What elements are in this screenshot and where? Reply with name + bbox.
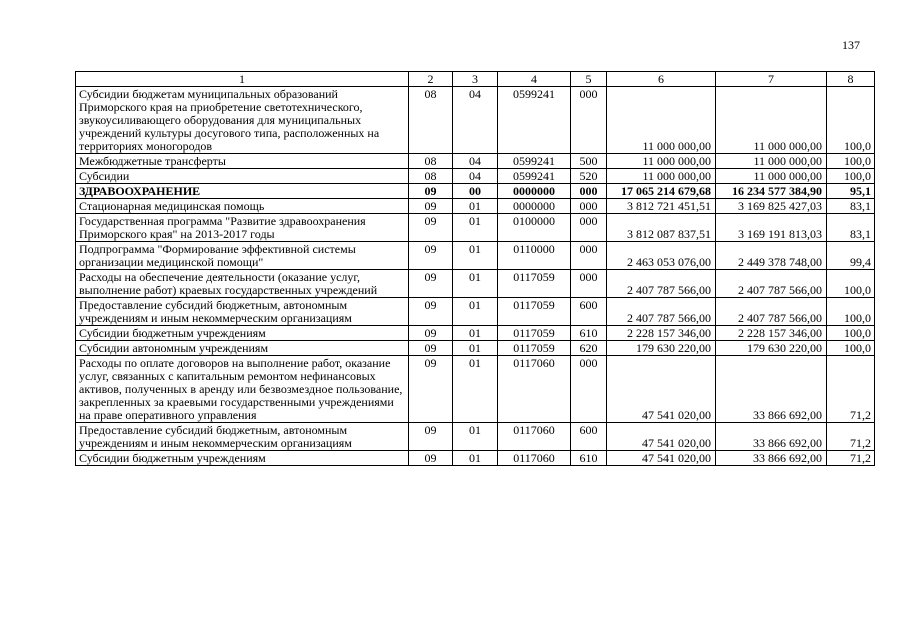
executed-amount-cell: 11 000 000,00 [716,154,827,169]
section-code-cell: 08 [409,87,453,154]
executed-amount-cell: 33 866 692,00 [716,356,827,423]
target-item-code-cell: 0117059 [498,298,571,326]
planned-amount-cell: 11 000 000,00 [607,87,716,154]
target-item-code-cell: 0599241 [498,87,571,154]
table-header-row [76,72,875,87]
target-item-code-cell: 0000000 [498,199,571,214]
table-row [76,184,875,199]
section-code-cell: 09 [409,326,453,341]
row-name-cell: Предоставление субсидий бюджетным, автономным учреждениям и иным некоммерческим организациям [76,298,409,326]
expense-type-code-cell: 000 [571,214,607,242]
executed-amount-cell: 2 228 157 346,00 [716,326,827,341]
row-name-cell: Государственная программа "Развитие здравоохранения Приморского края" на 2013-2017 годы [76,214,409,242]
section-code-cell: 09 [409,341,453,356]
percent-cell: 100,0 [827,326,875,341]
subsection-code-cell: 01 [453,451,498,466]
planned-amount-cell: 47 541 020,00 [607,451,716,466]
row-name-cell: Предоставление субсидий бюджетным, автономным учреждениям и иным некоммерческим организациям [76,423,409,451]
executed-amount-cell: 16 234 577 384,90 [716,184,827,199]
planned-amount-cell: 11 000 000,00 [607,169,716,184]
row-name-cell: Расходы по оплате договоров на выполнение работ, оказание услуг, связанных с капитальным ремонтом нефинансовых активов, полученных в аренду или безвозмездное пользование, закрепленных за краевыми государственными учреждениями на праве оперативного управления [76,356,409,423]
planned-amount-cell: 17 065 214 679,68 [607,184,716,199]
subsection-code-cell: 01 [453,270,498,298]
table-row [76,154,875,169]
percent-cell: 100,0 [827,87,875,154]
column-header: 1 [76,72,409,87]
table-row [76,242,875,270]
executed-amount-cell: 2 449 378 748,00 [716,242,827,270]
table-row [76,199,875,214]
executed-amount-cell: 33 866 692,00 [716,423,827,451]
expense-type-code-cell: 520 [571,169,607,184]
executed-amount-cell: 3 169 191 813,03 [716,214,827,242]
percent-cell: 95,1 [827,184,875,199]
planned-amount-cell: 47 541 020,00 [607,423,716,451]
section-code-cell: 09 [409,270,453,298]
percent-cell: 83,1 [827,199,875,214]
expense-type-code-cell: 620 [571,341,607,356]
target-item-code-cell: 0599241 [498,169,571,184]
subsection-code-cell: 01 [453,341,498,356]
expense-type-code-cell: 000 [571,199,607,214]
target-item-code-cell: 0117060 [498,423,571,451]
table-row [76,326,875,341]
planned-amount-cell: 3 812 721 451,51 [607,199,716,214]
column-header: 4 [498,72,571,87]
section-code-cell: 09 [409,423,453,451]
expense-type-code-cell: 000 [571,356,607,423]
section-code-cell: 09 [409,214,453,242]
target-item-code-cell: 0117059 [498,341,571,356]
section-code-cell: 09 [409,451,453,466]
subsection-code-cell: 01 [453,214,498,242]
executed-amount-cell: 33 866 692,00 [716,451,827,466]
planned-amount-cell: 2 407 787 566,00 [607,270,716,298]
percent-cell: 99,4 [827,242,875,270]
percent-cell: 100,0 [827,270,875,298]
table-row [76,451,875,466]
percent-cell: 71,2 [827,423,875,451]
column-header: 8 [827,72,875,87]
column-header: 7 [716,72,827,87]
row-name-cell: Субсидии бюджетам муниципальных образований Приморского края на приобретение светотехнического, звукоусиливающего оборудования для муниципальных учреждений культуры досугового типа, расположенных на территориях моногородов [76,87,409,154]
expense-type-code-cell: 610 [571,326,607,341]
target-item-code-cell: 0117059 [498,270,571,298]
expense-type-code-cell: 610 [571,451,607,466]
target-item-code-cell: 0117060 [498,451,571,466]
subsection-code-cell: 01 [453,356,498,423]
planned-amount-cell: 3 812 087 837,51 [607,214,716,242]
table-row [76,270,875,298]
executed-amount-cell: 179 630 220,00 [716,341,827,356]
row-name-cell: Субсидии бюджетным учреждениям [76,451,409,466]
target-item-code-cell: 0117059 [498,326,571,341]
section-code-cell: 09 [409,242,453,270]
column-header: 2 [409,72,453,87]
row-name-cell: Расходы на обеспечение деятельности (оказание услуг, выполнение работ) краевых государственных учреждений [76,270,409,298]
expense-type-code-cell: 600 [571,298,607,326]
table-row [76,423,875,451]
expense-type-code-cell: 600 [571,423,607,451]
percent-cell: 71,2 [827,356,875,423]
column-header: 6 [607,72,716,87]
expense-type-code-cell: 000 [571,87,607,154]
planned-amount-cell: 47 541 020,00 [607,356,716,423]
row-name-cell: Субсидии [76,169,409,184]
subsection-code-cell: 01 [453,298,498,326]
row-name-cell: Межбюджетные трансферты [76,154,409,169]
target-item-code-cell: 0599241 [498,154,571,169]
row-name-cell: Субсидии автономным учреждениям [76,341,409,356]
subsection-code-cell: 04 [453,87,498,154]
planned-amount-cell: 2 228 157 346,00 [607,326,716,341]
target-item-code-cell: 0000000 [498,184,571,199]
target-item-code-cell: 0110000 [498,242,571,270]
target-item-code-cell: 0117060 [498,356,571,423]
column-header: 5 [571,72,607,87]
percent-cell: 100,0 [827,169,875,184]
row-name-cell: Субсидии бюджетным учреждениям [76,326,409,341]
executed-amount-cell: 2 407 787 566,00 [716,298,827,326]
executed-amount-cell: 11 000 000,00 [716,169,827,184]
section-code-cell: 09 [409,356,453,423]
budget-table [75,71,875,466]
expense-type-code-cell: 000 [571,242,607,270]
executed-amount-cell: 3 169 825 427,03 [716,199,827,214]
subsection-code-cell: 01 [453,199,498,214]
table-row [76,169,875,184]
table-body [76,87,875,466]
page-number: 137 [842,38,860,52]
table-row [76,356,875,423]
section-code-cell: 09 [409,184,453,199]
subsection-code-cell: 01 [453,423,498,451]
executed-amount-cell: 11 000 000,00 [716,87,827,154]
percent-cell: 100,0 [827,298,875,326]
subsection-code-cell: 04 [453,154,498,169]
row-name-cell: Подпрограмма "Формирование эффективной системы организации медицинской помощи" [76,242,409,270]
percent-cell: 83,1 [827,214,875,242]
section-code-cell: 09 [409,298,453,326]
expense-type-code-cell: 000 [571,184,607,199]
planned-amount-cell: 2 463 053 076,00 [607,242,716,270]
percent-cell: 100,0 [827,341,875,356]
expense-type-code-cell: 000 [571,270,607,298]
section-code-cell: 08 [409,169,453,184]
percent-cell: 71,2 [827,451,875,466]
section-code-cell: 09 [409,199,453,214]
row-name-cell: Стационарная медицинская помощь [76,199,409,214]
row-name-cell: ЗДРАВООХРАНЕНИЕ [76,184,409,199]
column-header: 3 [453,72,498,87]
table-row [76,341,875,356]
table-row [76,298,875,326]
subsection-code-cell: 00 [453,184,498,199]
percent-cell: 100,0 [827,154,875,169]
planned-amount-cell: 179 630 220,00 [607,341,716,356]
subsection-code-cell: 04 [453,169,498,184]
section-code-cell: 08 [409,154,453,169]
planned-amount-cell: 2 407 787 566,00 [607,298,716,326]
subsection-code-cell: 01 [453,242,498,270]
table-row [76,87,875,154]
table-row [76,214,875,242]
executed-amount-cell: 2 407 787 566,00 [716,270,827,298]
expense-type-code-cell: 500 [571,154,607,169]
planned-amount-cell: 11 000 000,00 [607,154,716,169]
target-item-code-cell: 0100000 [498,214,571,242]
subsection-code-cell: 01 [453,326,498,341]
